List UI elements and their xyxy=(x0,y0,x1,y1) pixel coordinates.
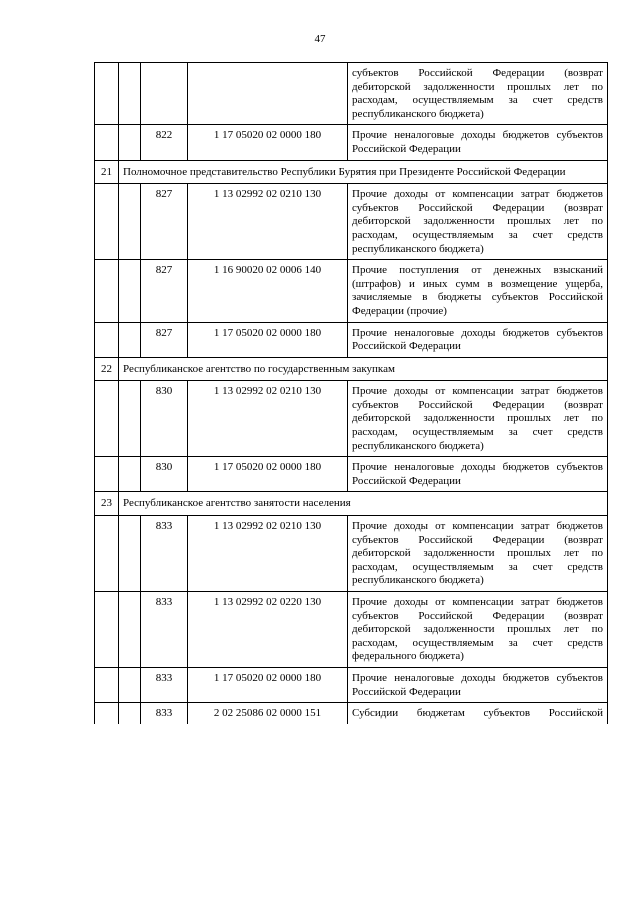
revenue-description: Прочие доходы от компенсации затрат бюджетов субъектов Российской Федерации (возврат дебиторской задолженности прошлых лет по расходам, осуществляемым за счет средств республиканского бюджета) xyxy=(348,184,608,260)
administrator-code: 827 xyxy=(141,322,188,357)
table-row xyxy=(95,322,608,357)
organization-name: Республиканское агентство по государственным закупкам xyxy=(119,357,608,381)
empty-number-cell xyxy=(95,667,119,702)
revenue-description: Прочие неналоговые доходы бюджетов субъектов Российской Федерации xyxy=(348,457,608,492)
empty-sub-cell xyxy=(119,457,141,492)
revenue-description: Прочие неналоговые доходы бюджетов субъектов Российской Федерации xyxy=(348,667,608,702)
empty-sub-cell xyxy=(119,516,141,592)
administrator-code: 833 xyxy=(141,667,188,702)
budget-classification-code: 1 13 02992 02 0210 130 xyxy=(188,381,348,457)
table-row xyxy=(95,381,608,457)
empty-sub-cell xyxy=(119,667,141,702)
budget-classification-code: 1 17 05020 02 0000 180 xyxy=(188,322,348,357)
budget-classification-code: 1 13 02992 02 0220 130 xyxy=(188,592,348,668)
empty-number-cell xyxy=(95,63,119,125)
administrator-code: 827 xyxy=(141,260,188,322)
empty-number-cell xyxy=(95,516,119,592)
administrator-code xyxy=(141,63,188,125)
budget-classification-code: 2 02 25086 02 0000 151 xyxy=(188,703,348,724)
empty-sub-cell xyxy=(119,184,141,260)
table-row xyxy=(95,516,608,592)
row-number: 21 xyxy=(95,160,119,184)
table-row xyxy=(95,703,608,724)
empty-number-cell xyxy=(95,592,119,668)
administrator-code: 833 xyxy=(141,703,188,724)
administrator-code: 833 xyxy=(141,516,188,592)
administrator-code: 830 xyxy=(141,381,188,457)
empty-number-cell xyxy=(95,260,119,322)
budget-classification-code: 1 16 90020 02 0006 140 xyxy=(188,260,348,322)
revenue-administrators-table xyxy=(94,62,608,724)
empty-sub-cell xyxy=(119,592,141,668)
empty-number-cell xyxy=(95,125,119,160)
revenue-description: Прочие неналоговые доходы бюджетов субъектов Российской Федерации xyxy=(348,322,608,357)
empty-sub-cell xyxy=(119,322,141,357)
budget-classification-code: 1 13 02992 02 0210 130 xyxy=(188,184,348,260)
budget-classification-code xyxy=(188,63,348,125)
budget-classification-code: 1 17 05020 02 0000 180 xyxy=(188,125,348,160)
empty-number-cell xyxy=(95,703,119,724)
table-body xyxy=(95,63,608,724)
revenue-description: Прочие неналоговые доходы бюджетов субъектов Российской Федерации xyxy=(348,125,608,160)
empty-sub-cell xyxy=(119,381,141,457)
table-row xyxy=(95,184,608,260)
empty-number-cell xyxy=(95,457,119,492)
revenue-description: Прочие доходы от компенсации затрат бюджетов субъектов Российской Федерации (возврат дебиторской задолженности прошлых лет по расходам, осуществляемым за счет средств федерального бюджета) xyxy=(348,592,608,668)
empty-number-cell xyxy=(95,322,119,357)
empty-sub-cell xyxy=(119,260,141,322)
empty-number-cell xyxy=(95,184,119,260)
table-row xyxy=(95,457,608,492)
empty-sub-cell xyxy=(119,703,141,724)
table-row xyxy=(95,667,608,702)
administrator-code: 830 xyxy=(141,457,188,492)
empty-sub-cell xyxy=(119,63,141,125)
budget-classification-code: 1 17 05020 02 0000 180 xyxy=(188,667,348,702)
revenue-description: Прочие поступления от денежных взысканий (штрафов) и иных сумм в возмещение ущерба, зачисляемые в бюджеты субъектов Российской Федерации (прочие) xyxy=(348,260,608,322)
revenue-description: Прочие доходы от компенсации затрат бюджетов субъектов Российской Федерации (возврат дебиторской задолженности прошлых лет по расходам, осуществляемым за счет средств республиканского бюджета) xyxy=(348,381,608,457)
row-number: 23 xyxy=(95,492,119,516)
revenue-description: Субсидии бюджетам субъектов Российской xyxy=(348,703,608,724)
administrator-code: 827 xyxy=(141,184,188,260)
organization-name: Полномочное представительство Республики Бурятия при Президенте Российской Федерации xyxy=(119,160,608,184)
empty-number-cell xyxy=(95,381,119,457)
table-row xyxy=(95,592,608,668)
organization-row xyxy=(95,357,608,381)
row-number: 22 xyxy=(95,357,119,381)
table-row xyxy=(95,260,608,322)
administrator-code: 822 xyxy=(141,125,188,160)
table-row xyxy=(95,125,608,160)
budget-classification-code: 1 13 02992 02 0210 130 xyxy=(188,516,348,592)
revenue-description: субъектов Российской Федерации (возврат дебиторской задолженности прошлых лет по расходам, осуществляемым за счет средств республиканского бюджета) xyxy=(348,63,608,125)
revenue-description: Прочие доходы от компенсации затрат бюджетов субъектов Российской Федерации (возврат дебиторской задолженности прошлых лет по расходам, осуществляемым за счет средств республиканского бюджета) xyxy=(348,516,608,592)
table-row xyxy=(95,63,608,125)
budget-classification-code: 1 17 05020 02 0000 180 xyxy=(188,457,348,492)
administrator-code: 833 xyxy=(141,592,188,668)
page-number: 47 xyxy=(314,33,326,45)
organization-row xyxy=(95,160,608,184)
empty-sub-cell xyxy=(119,125,141,160)
organization-name: Республиканское агентство занятости населения xyxy=(119,492,608,516)
organization-row xyxy=(95,492,608,516)
